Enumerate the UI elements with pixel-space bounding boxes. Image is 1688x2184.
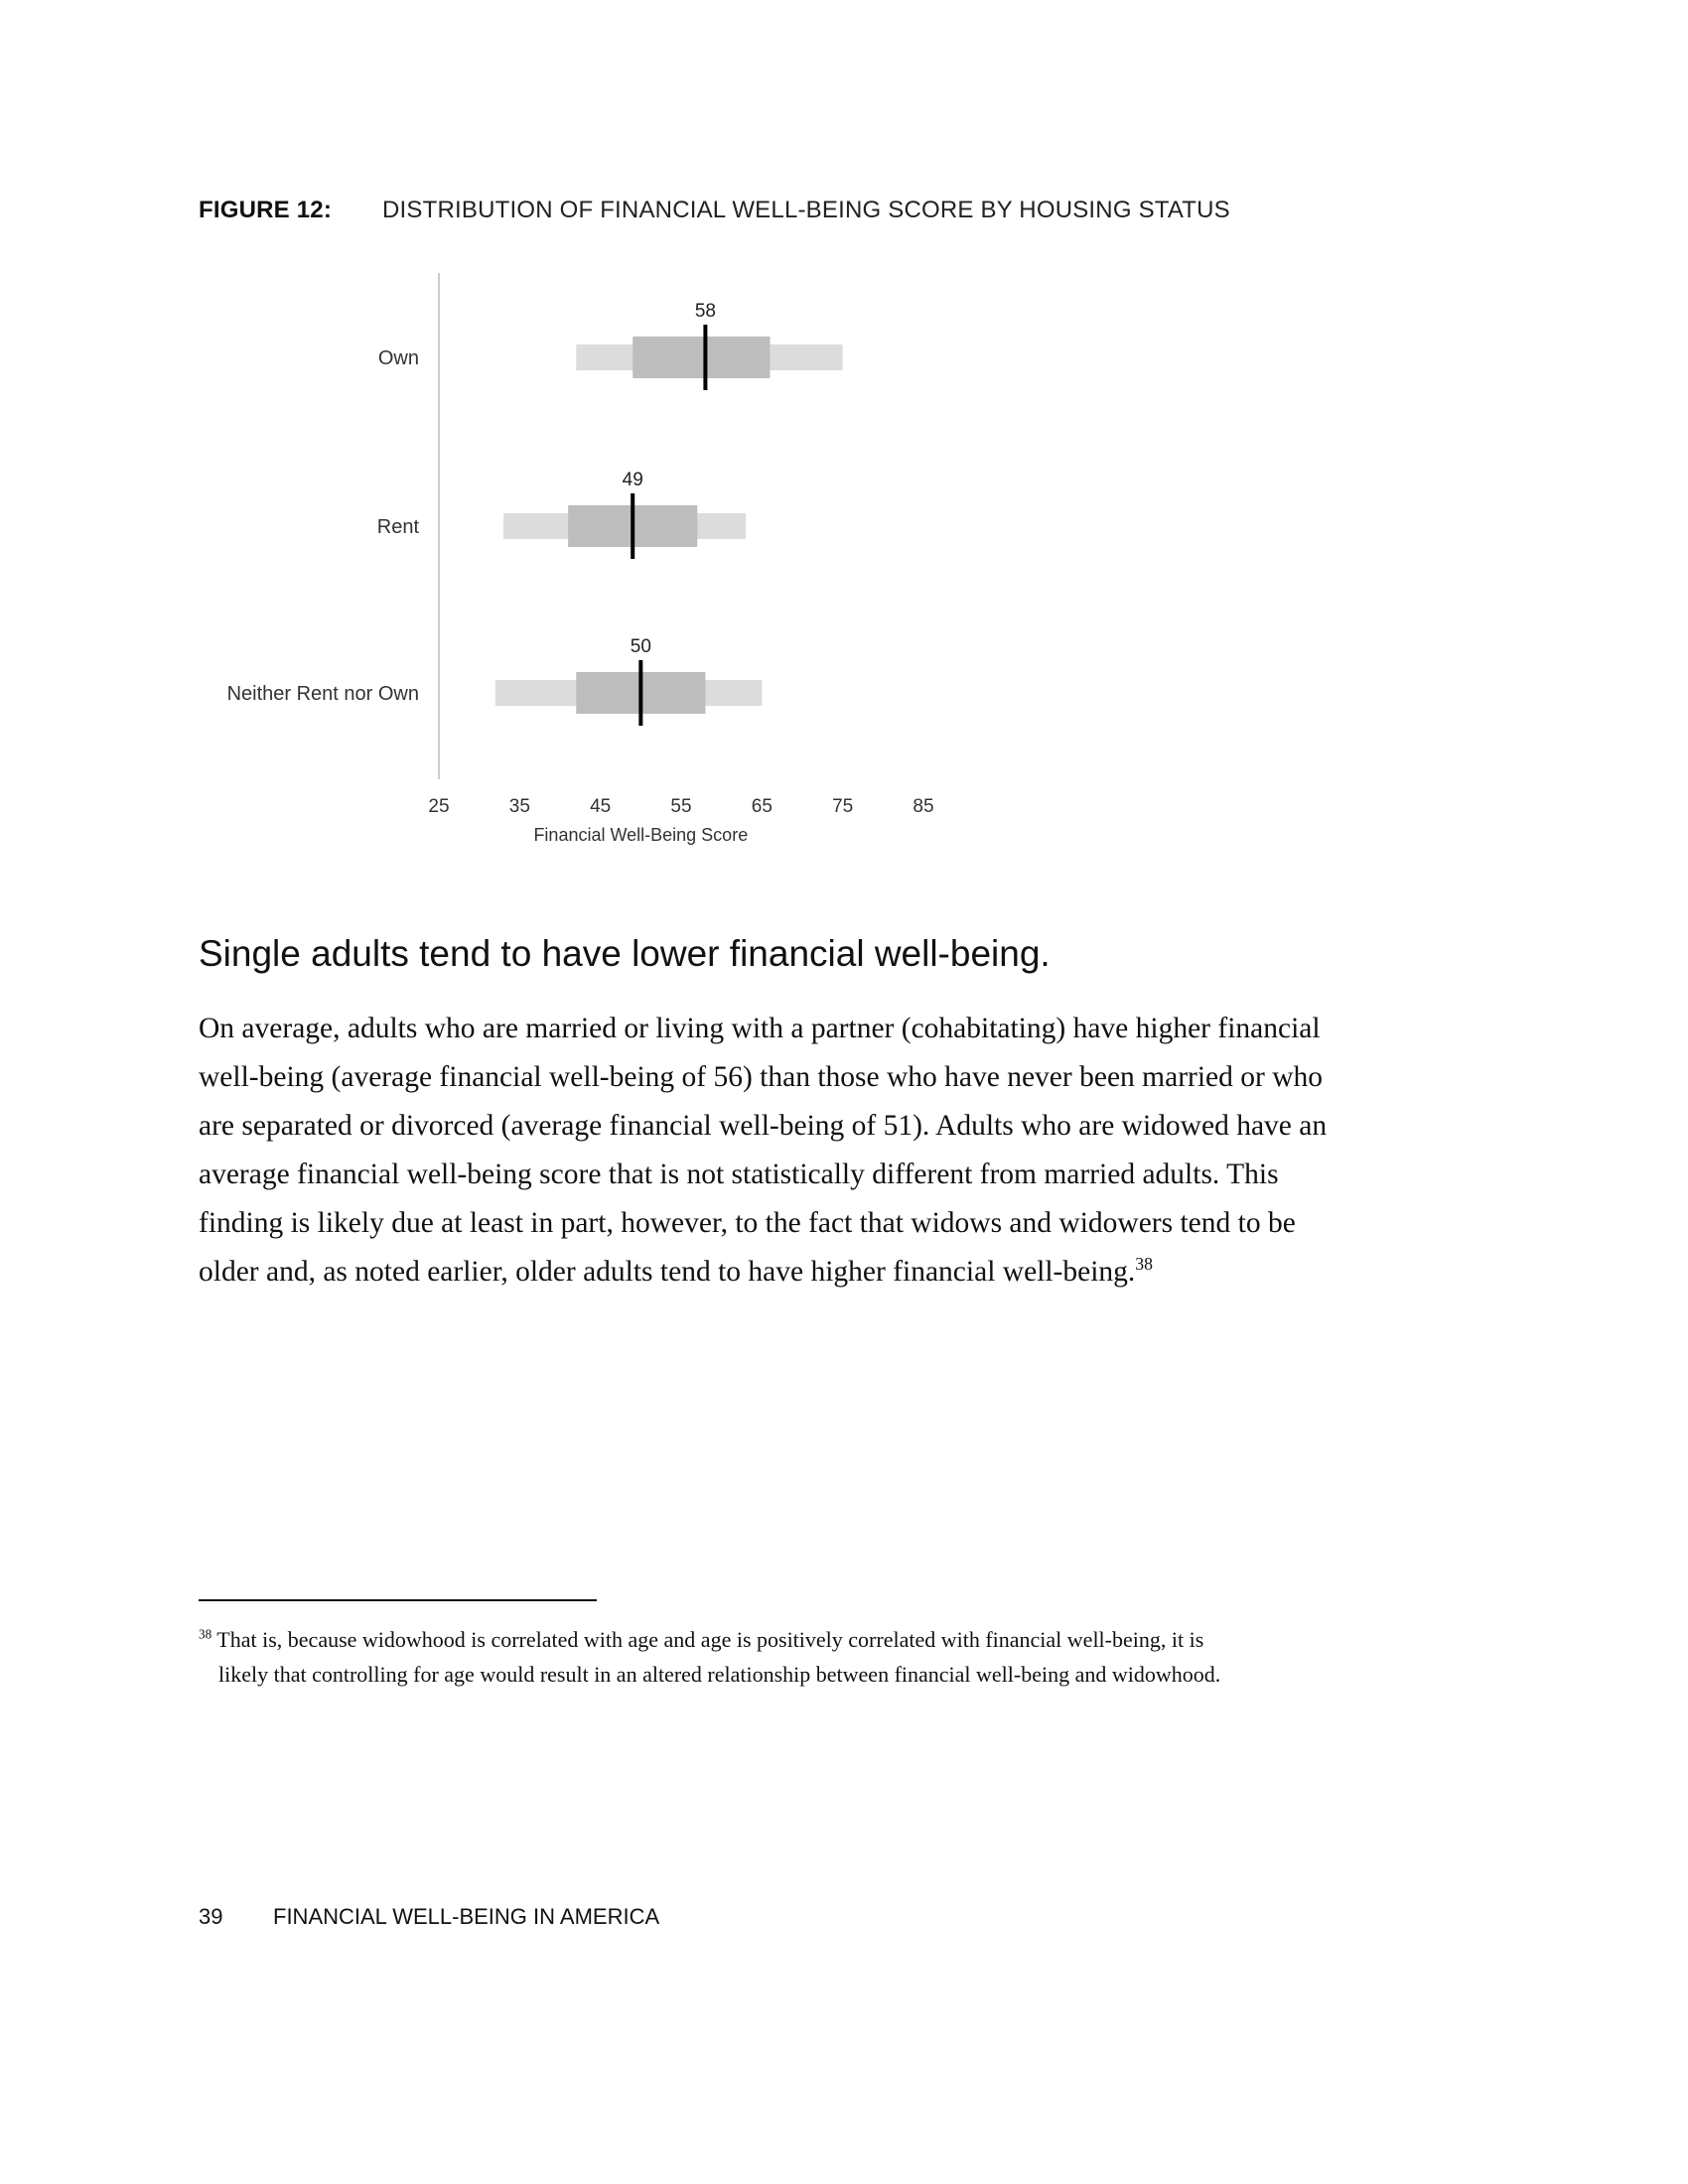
footnote-divider	[199, 1599, 597, 1601]
running-title: FINANCIAL WELL-BEING IN AMERICA	[273, 1904, 660, 1929]
page-number: 39	[199, 1904, 223, 1929]
paragraph-line-last	[199, 1248, 1499, 1297]
footnote-line	[199, 1622, 1499, 1657]
x-tick-label: 25	[428, 796, 450, 817]
category-label-neither-rent-nor-own: Neither Rent nor Own	[226, 683, 419, 705]
x-tick-label: 75	[832, 796, 854, 817]
footnote-reference[interactable]: 38	[1135, 1254, 1153, 1275]
figure-caption	[199, 197, 1230, 224]
footnote-number: 38	[199, 1626, 212, 1642]
footnote	[199, 1622, 1499, 1692]
page-footer	[199, 1904, 659, 1930]
median-label-neither-rent-nor-own: 50	[630, 636, 651, 657]
paragraph-line: well-being (average financial well-being of 56) than those who have never been married or who	[199, 1061, 1324, 1093]
x-tick-label: 45	[590, 796, 612, 817]
paragraph-line: are separated or divorced (average financial well-being of 51). Adults who are widowed have an	[199, 1110, 1328, 1142]
figure-number: FIGURE 12:	[199, 197, 333, 223]
section-heading: Single adults tend to have lower financial well-being.	[199, 933, 1051, 974]
chart-svg	[179, 263, 973, 859]
paragraph-line-text: older and, as noted earlier, older adults tend to have higher financial well-being.	[199, 1256, 1136, 1288]
paragraph-line: On average, adults who are married or living with a partner (cohabitating) have higher financial	[199, 1013, 1321, 1044]
x-tick-label: 55	[670, 796, 692, 817]
median-label-rent: 49	[622, 470, 643, 490]
x-tick-label: 85	[913, 796, 934, 817]
footnote-text-2: likely that controlling for age would result in an altered relationship between financial well-being and widowhood.	[218, 1662, 1221, 1687]
figure-title: DISTRIBUTION OF FINANCIAL WELL-BEING SCORE BY HOUSING STATUS	[382, 197, 1230, 223]
x-axis-title: Financial Well-Being Score	[533, 825, 749, 845]
housing-status-box-chart	[179, 263, 973, 859]
paragraph-line: average financial well-being score that is not statistically different from married adults. This	[199, 1159, 1279, 1190]
x-tick-label: 65	[751, 796, 773, 817]
footnote-text-1: That is, because widowhood is correlated with age and age is positively correlated with financial well-being, it is	[216, 1627, 1204, 1652]
category-label-own: Own	[377, 347, 419, 369]
x-tick-label: 35	[508, 796, 530, 817]
median-label-own: 58	[694, 301, 716, 322]
category-label-rent: Rent	[376, 516, 419, 538]
iqr-box-own	[633, 337, 770, 378]
body-paragraph	[199, 1005, 1499, 1297]
paragraph-line: finding is likely due at least in part, however, to the fact that widows and widowers tend to be	[199, 1207, 1296, 1239]
